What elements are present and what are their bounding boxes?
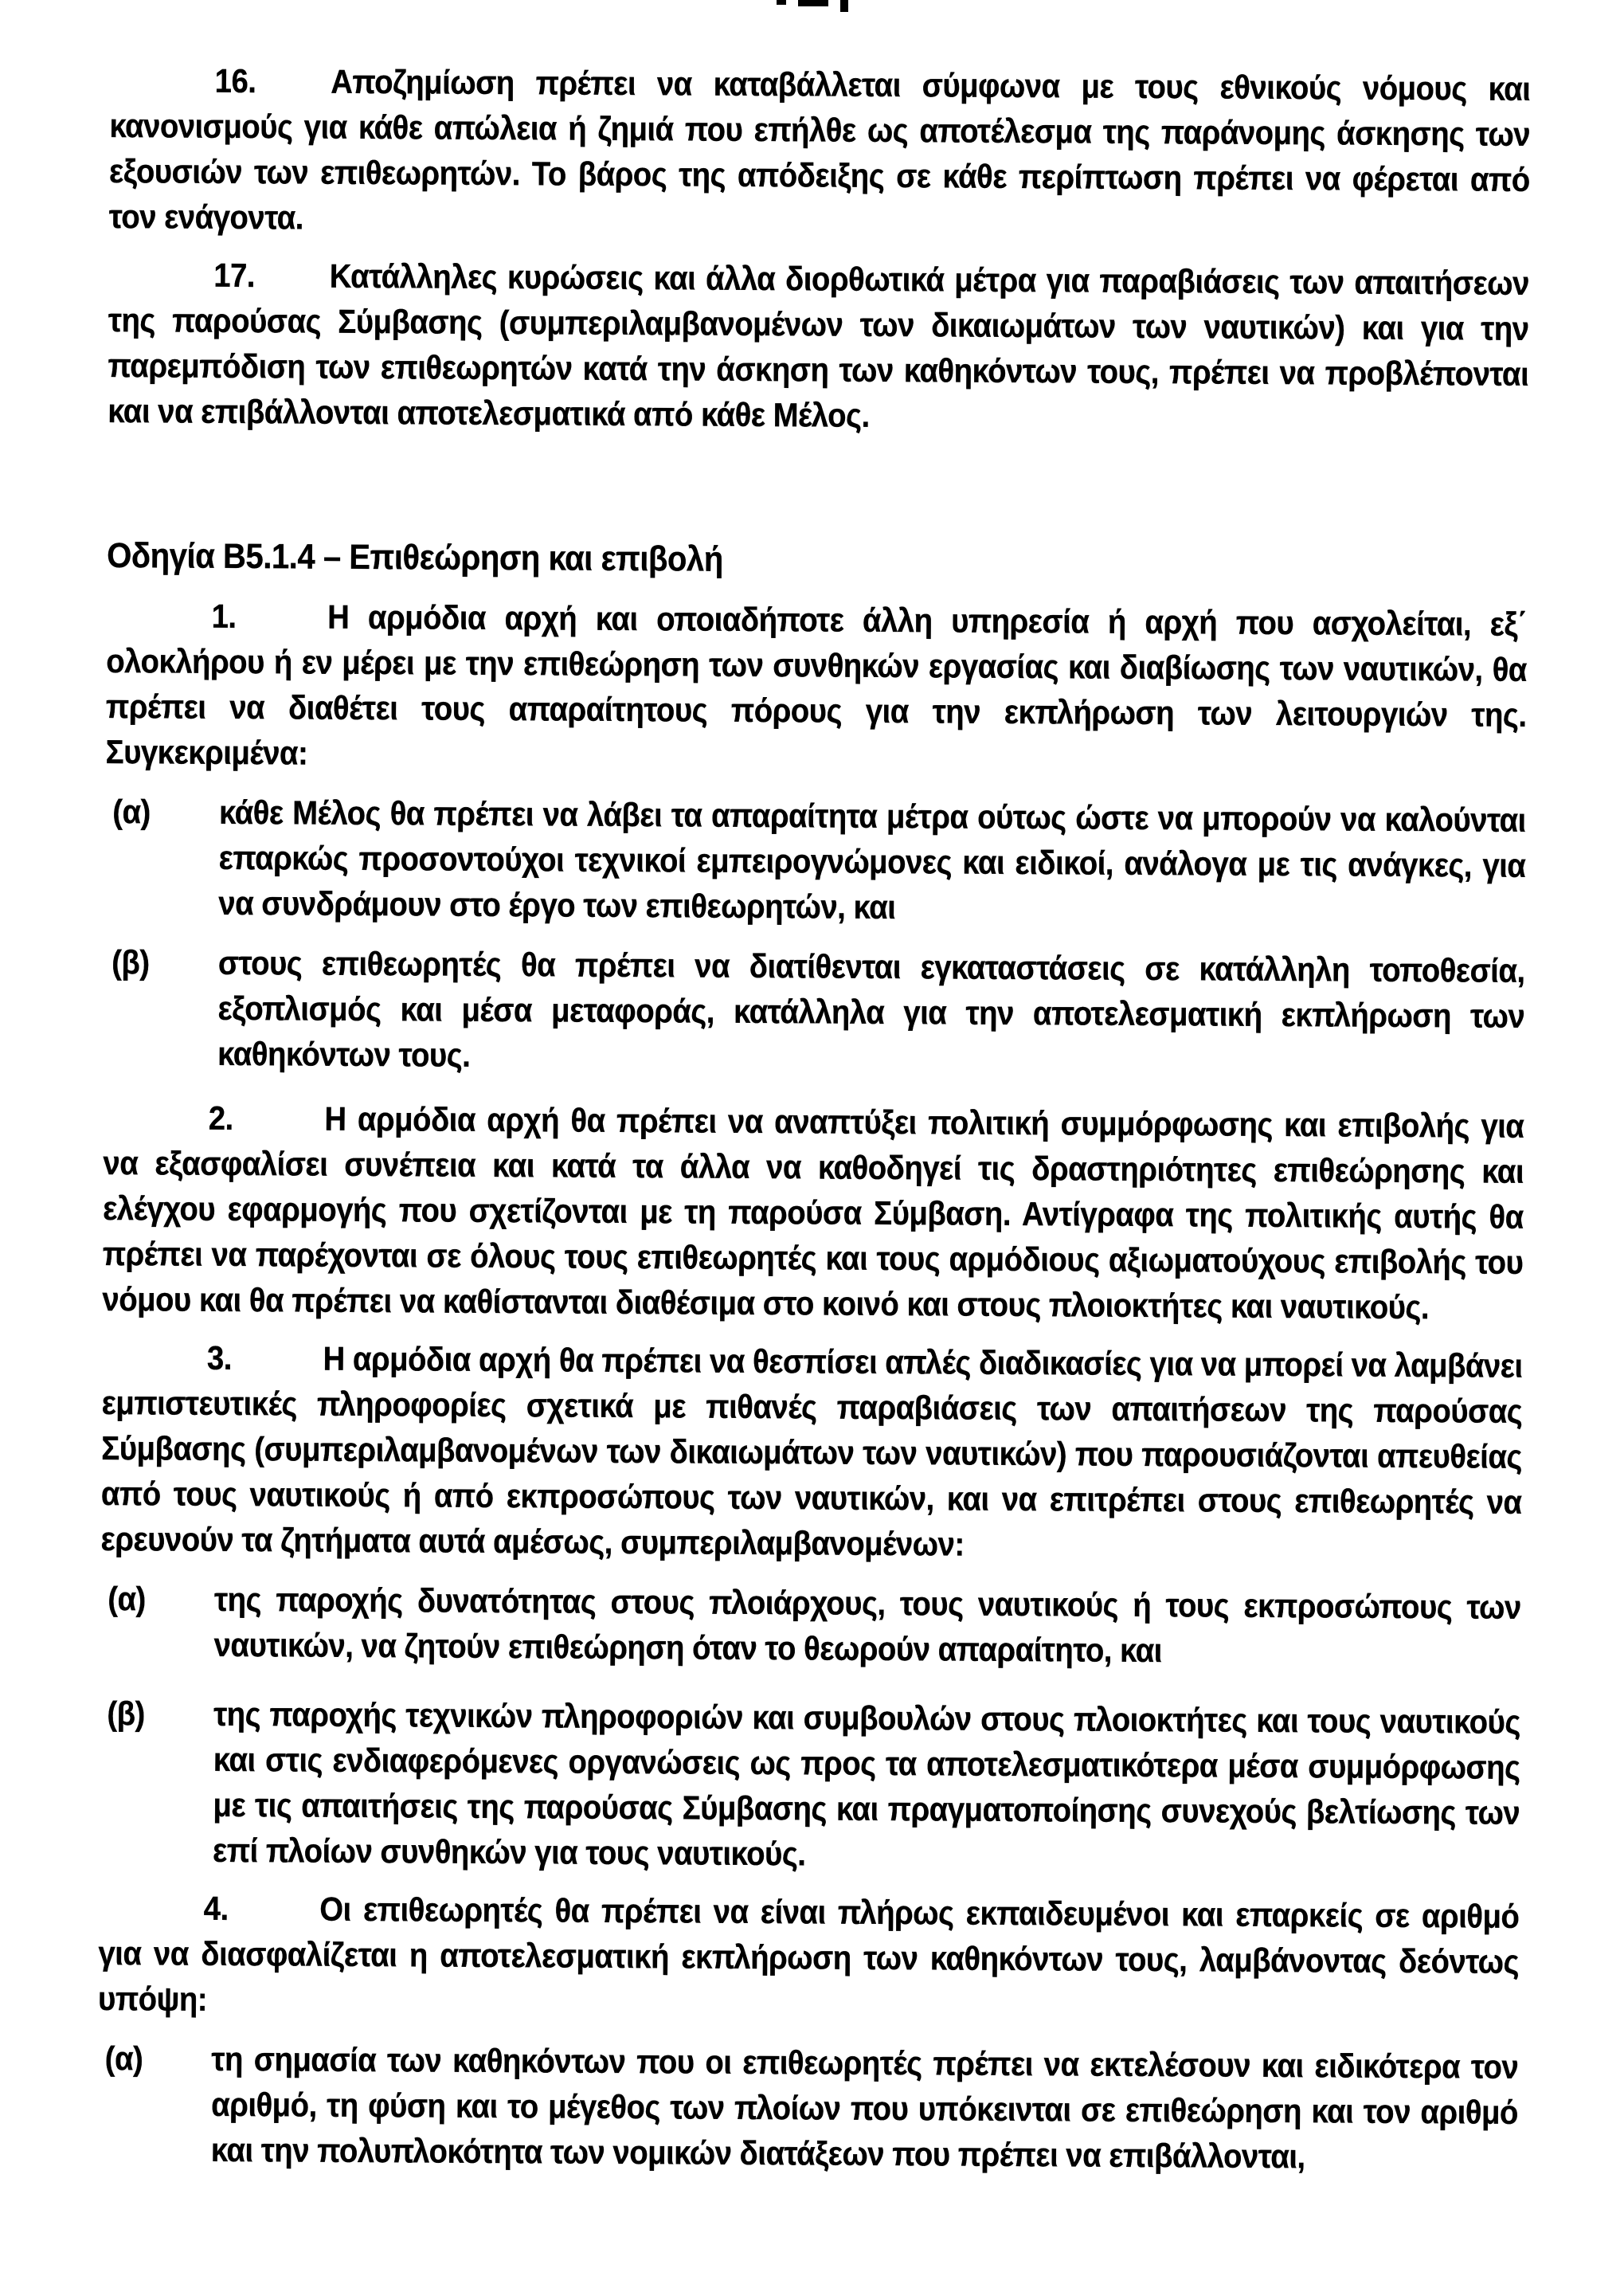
paragraph-4: [98, 1885, 1520, 2030]
list-marker: (α): [108, 1580, 147, 1618]
paragraph-3: [100, 1334, 1522, 1570]
list-item-alpha-1: [104, 789, 1526, 934]
paragraph-number: 3.: [206, 1338, 233, 1377]
list-item-alpha-3: [97, 2035, 1519, 2180]
list-item-beta-2: [99, 1690, 1520, 1881]
fragment-mark: [798, 0, 828, 6]
list-item-text: κάθε Μέλος θα πρέπει να λάβει τα απαραίτητα μέτρα ούτως ώστε να μπορούν να καλούνται επαρκώς προσοντούχοι τεχνικοί εμπειρογνώμονες και ειδικοί, ανάλογα με τις ανάγκες, για να συνδράμουν στο έργο των επιθεωρητών, και: [218, 793, 1526, 927]
list-item-text: στους επιθεωρητές θα πρέπει να διατίθενται εγκαταστάσεις σε κατάλληλη τοποθεσία, εξοπλισμός και μέσα μεταφοράς, κατάλληλα για την αποτελεσματική εκπλήρωση των καθηκόντων τους.: [217, 943, 1525, 1074]
guideline-heading: Οδηγία Β5.1.4 – Επιθεώρηση και επιβολή: [107, 535, 723, 579]
paragraph-16: [109, 57, 1531, 248]
paragraph-text: Η αρμόδια αρχή θα πρέπει να θεσπίσει απλές διαδικασίες για να μπορεί να λαμβάνει εμπιστευτικές πληροφορίες σχετικά με πιθανές παραβιάσεις των απαιτήσεων της παρούσας Σύμβασης (συμπεριλαμβανομένων των δικαιωμάτων των ναυτικών) που παρουσιάζονται απευθείας από τους ναυτικούς ή από εκπροσώπους των ναυτικών, και να επιτρέπει στους επιθεωρητές να ερευνούν τα ζητήματα αυτά αμέσως, συμπεριλαμβανομένων:: [100, 1339, 1523, 1563]
document-body: [97, 57, 1531, 2180]
list-marker: (β): [107, 1694, 145, 1733]
list-item-text: τη σημασία των καθηκόντων που οι επιθεωρητές πρέπει να εκτελέσουν και ειδικότερα τον αριθμό, τη φύση και το μέγεθος των πλοίων που υπόκεινται σε επιθεώρηση και τον αριθμό και την πολυπλοκότητα των νομικών διατάξεων που πρέπει να επιβάλλονται,: [210, 2039, 1519, 2176]
paragraph-text: Η αρμόδια αρχή και οποιαδήποτε άλλη υπηρεσία ή αρχή που ασχολείται, εξ΄ ολοκλήρου ή εν μέρει με την επιθεώρηση των συνθηκών εργασίας και διαβίωσης των ναυτικών, θα πρέπει να διαθέτει τους απαραίτητους πόρους για την εκπλήρωση των λειτουργιών της. Συγκεκριμένα:: [105, 597, 1528, 772]
paragraph-number: 2.: [208, 1099, 233, 1137]
paragraph-1: [106, 593, 1528, 783]
paragraph-text: Η αρμόδια αρχή θα πρέπει να αναπτύξει πολιτική συμμόρφωσης και επιβολής για να εξασφαλίσει συνέπεια και κατά τα άλλα να καθοδηγεί τις δραστηριότητες επιθεώρησης και ελέγχου εφαρμογής που σχετίζονται με τη παρούσα Σύμβαση. Αντίγραφα της πολιτικής αυτής θα πρέπει να παρέχονται σε όλους τους επιθεωρητές και τους αρμόδιους αξιωματούχους επιβολής του νόμου και θα πρέπει να καθίστανται διαθέσιμα στο κοινό και στους πλοιοκτήτες και ναυτικούς.: [102, 1099, 1524, 1326]
paragraph-number: 1.: [211, 597, 237, 635]
fragment-mark: [840, 0, 848, 12]
paragraph-number: 16.: [214, 61, 256, 100]
list-item-text: της παροχής τεχνικών πληροφοριών και συμβουλών στους πλοιοκτήτες και τους ναυτικούς και στις ενδιαφερόμενες οργανώσεις ως προς τα αποτελεσματικότερα μέσα συμμόρφωσης με τις απαιτήσεις της παρούσας Σύμβασης και πραγματοποίησης συνεχούς βελτίωσης των επί πλοίων συνθηκών για τους ναυτικούς.: [212, 1694, 1521, 1873]
paragraph-text: Κατάλληλες κυρώσεις και άλλα διορθωτικά μέτρα για παραβιάσεις των απαιτήσεων της παρούσας Σύμβασης (συμπεριλαμβανομένων των δικαιωμάτων των ναυτικών) και για την παρεμπόδιση των επιθεωρητών κατά την άσκηση των καθηκόντων τους, πρέπει να προβλέπονται και να επιβάλλονται αποτελεσματικά από κάθε Μέλος.: [108, 257, 1530, 434]
list-item-beta-1: [104, 939, 1525, 1084]
paragraph-text: Οι επιθεωρητές θα πρέπει να είναι πλήρως εκπαιδευμένοι και επαρκείς σε αριθμό για να διασφαλίζεται η αποτελεσματική εκπλήρωση των καθηκόντων τους, λαμβάνοντας δεόντως υπόψη:: [97, 1890, 1520, 2018]
paragraph-number: 17.: [213, 256, 256, 295]
list-marker: (α): [104, 2039, 143, 2078]
paragraph-2: [102, 1095, 1524, 1330]
fragment-mark: [777, 0, 786, 5]
list-item-alpha-2: [100, 1576, 1521, 1675]
list-marker: (α): [112, 793, 151, 831]
paragraph-text: Αποζημίωση πρέπει να καταβάλλεται σύμφωνα με τους εθνικούς νόμους και κανονισμούς για κάθε απώλεια ή ζημιά που επήλθε ως αποτέλεσμα της παράνομης άσκησης των εξουσιών των επιθεωρητών. Το βάρος της απόδειξης σε κάθε περίπτωση πρέπει να φέρεται από τον ενάγοντα.: [108, 62, 1531, 237]
list-marker: (β): [112, 943, 150, 981]
paragraph-17: [108, 252, 1529, 442]
list-item-text: της παροχής δυνατότητας στους πλοιάρχους, τους ναυτικούς ή τους εκπροσώπους των ναυτικών, να ζητούν επιθεώρηση όταν το θεωρούν απαραίτητο, και: [213, 1580, 1521, 1670]
paragraph-number: 4.: [203, 1889, 229, 1927]
